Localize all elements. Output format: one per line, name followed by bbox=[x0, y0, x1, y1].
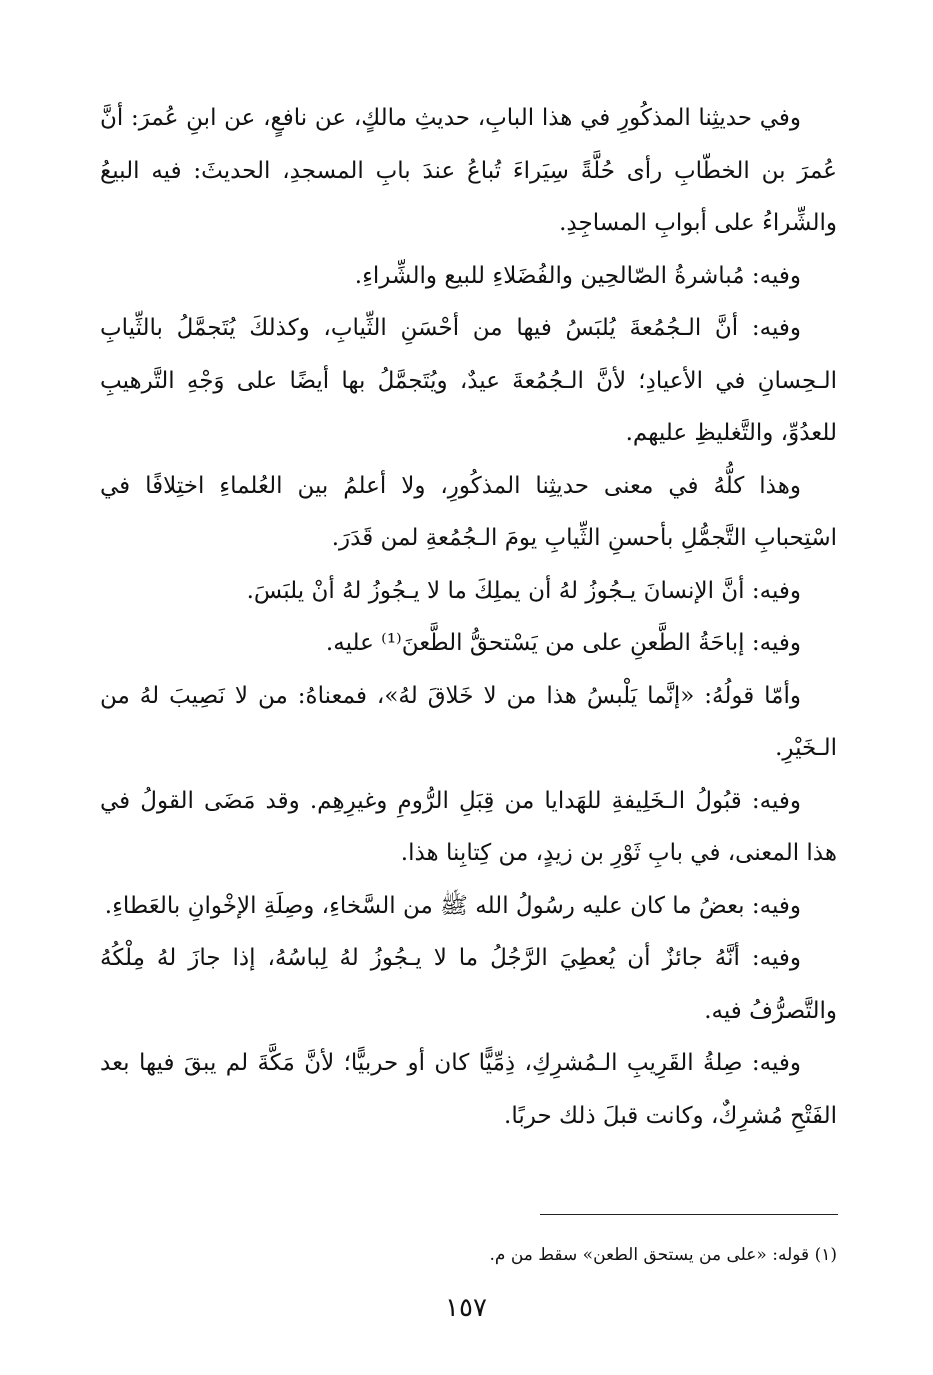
footnote-divider bbox=[540, 1214, 838, 1215]
page-number: ١٥٧ bbox=[445, 1293, 487, 1323]
paragraph: وفي حديثِنا المذكُورِ في هذا البابِ، حديثِ مالكٍ، عن نافعٍ، عن ابنِ عُمرَ: أنَّ عُمرَ بن الخطّابِ رأى حُلَّةً سِيَراءَ تُباعُ عندَ بابِ المسجدِ، الحديثَ: فيه البيعُ والشِّراءُ على أبوابِ المساجِدِ. bbox=[100, 105, 837, 236]
paragraph: وأمّا قولُهُ: «إنَّما يَلْبسُ هذا من لا خَلاقَ لهُ»، فمعناهُ: من لا نَصِيبَ لهُ من الـخَيْرِ. bbox=[100, 682, 837, 761]
paragraph: وفيه: قبُولُ الـخَلِيفةِ للهَدايا من قِبَلِ الرُّومِ وغيرِهِم. وقد مَضَى القولُ في هذا المعنى، في بابِ ثَوْرِ بن زيدٍ، من كِتابِنا هذا. bbox=[100, 787, 837, 866]
paragraph: وهذا كلُّهُ في معنى حديثِنا المذكُورِ، ولا أعلمُ بين العُلماءِ اختِلافًا في اسْتِحبابِ التَّجمُّلِ بأحسنِ الثِّيابِ يومَ الـجُمُعةِ لمن قَدَرَ. bbox=[100, 472, 837, 551]
paragraph: وفيه: بعضُ ما كان عليه رسُولُ الله ﷺ من السَّخاءِ، وصِلَةِ الإخْوانِ بالعَطاءِ. bbox=[104, 892, 801, 919]
paragraph: وفيه: أنَّ الـجُمُعةَ يُلبَسُ فيها من أحْسَنِ الثِّيابِ، وكذلكَ يُتَجمَّلُ بالثِّيابِ الـحِسانِ في الأعيادِ؛ لأنَّ الـجُمُعةَ عيدٌ، ويُتَجمَّلُ بها أيضًا على وَجْهِ التَّرهيبِ للعدُوِّ، والتَّغليظِ عليهم. bbox=[100, 315, 837, 446]
paragraph: وفيه: إباحَةُ الطَّعنِ على من يَسْتحقُّ الطَّعنَ⁽¹⁾ عليه. bbox=[325, 630, 801, 656]
footnote: (١) قوله: «على من يستحق الطعن» سقط من م. bbox=[489, 1245, 837, 1265]
paragraph: وفيه: أنَّهُ جائزٌ أن يُعطِيَ الرَّجُلُ ما لا يـجُوزُ لهُ لِباسُهُ، إذا جازَ لهُ مِلْكُهُ والتَّصرُّفُ فيه. bbox=[100, 945, 837, 1024]
paragraph: وفيه: مُباشرةُ الصّالحِين والفُضَلاءِ للبيع والشِّراءِ. bbox=[354, 262, 801, 289]
paragraph: وفيه: صِلةُ القَرِيبِ الـمُشرِكِ، ذِمِّيًّا كان أو حربيًّا؛ لأنَّ مَكَّةَ لم يبقَ فيها بعد الفَتْحِ مُشرِكٌ، وكانت قبلَ ذلك حربًا. bbox=[100, 1050, 837, 1129]
main-text-body bbox=[100, 92, 837, 1142]
paragraph: وفيه: أنَّ الإنسانَ يـجُوزُ لهُ أن يملِكَ ما لا يـجُوزُ لهُ أنْ يلبَسَ. bbox=[246, 577, 801, 604]
